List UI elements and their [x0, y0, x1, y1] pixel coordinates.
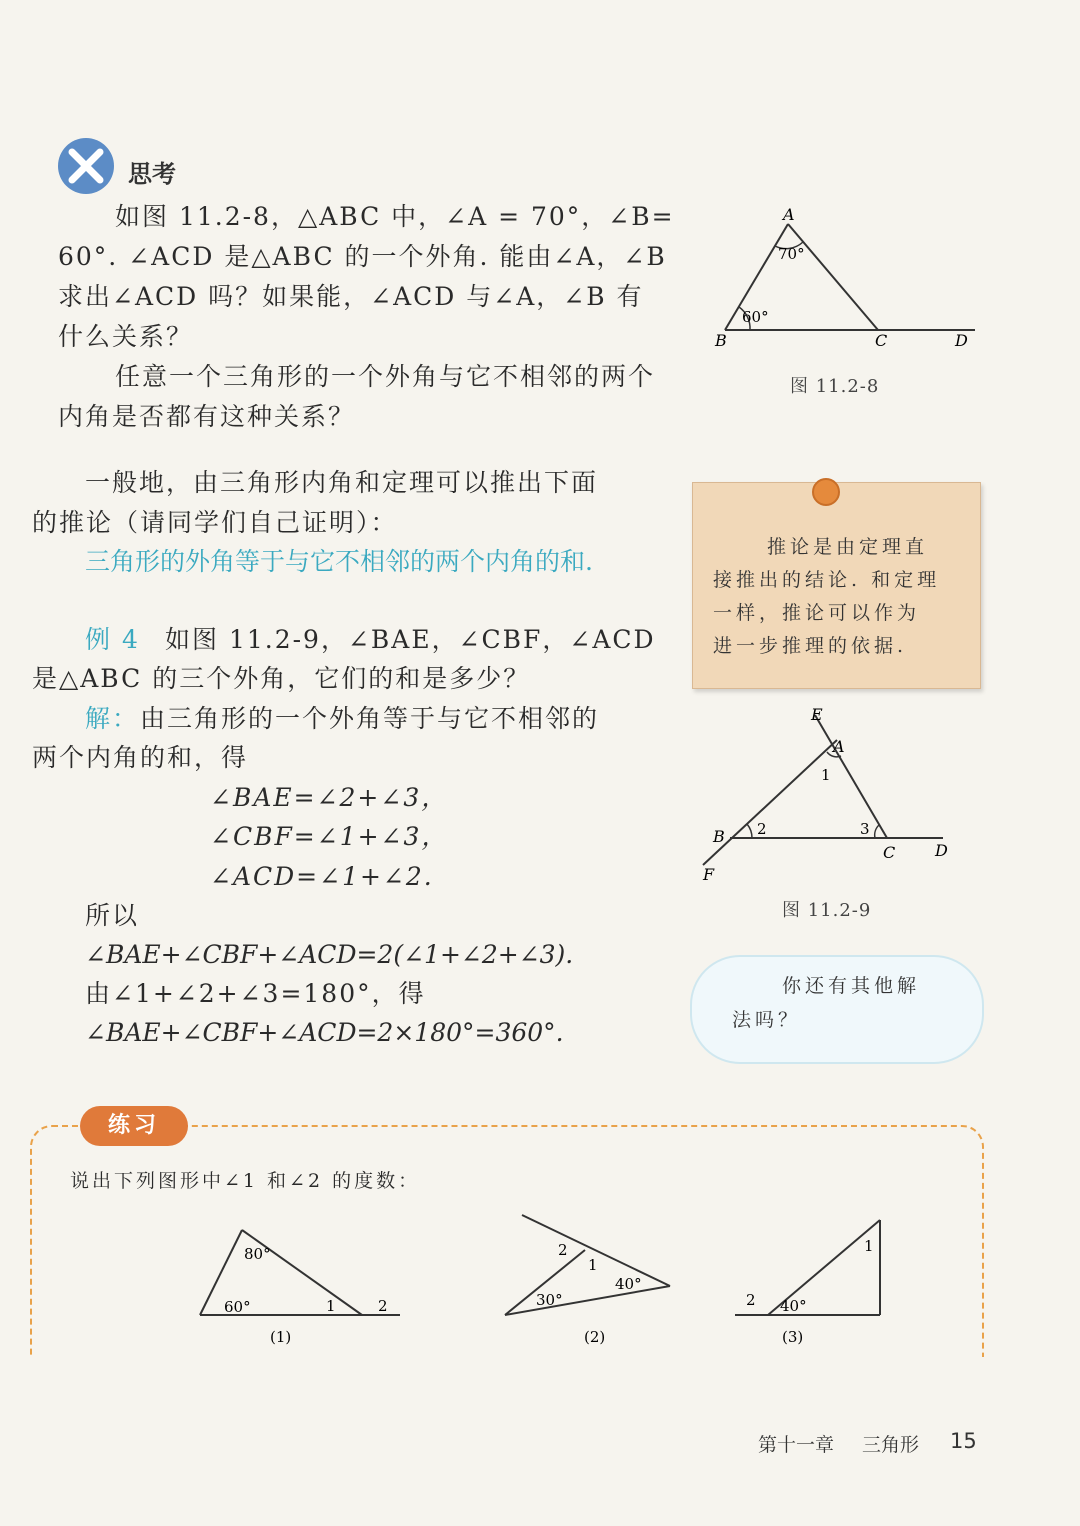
example-question-2: 是△ABC 的三个外角，它们的和是多少？ [32, 664, 531, 693]
exercise-figure-3 [730, 1215, 890, 1345]
equation-2: ∠CBF=∠1+∠3， [210, 822, 449, 851]
solution-label: 解： [85, 704, 140, 733]
ex3-angle-2: 2 [746, 1291, 756, 1309]
think-line-4: 什么关系？ [58, 322, 194, 351]
ex1-angle-1: 1 [326, 1297, 336, 1315]
fig9-label-a: A [833, 737, 845, 756]
exercise-label: 练习 [80, 1106, 188, 1146]
footer-title: 三角形 [862, 1434, 920, 1456]
page-number: 15 [950, 1429, 977, 1453]
equation-1: ∠BAE=∠2+∠3， [210, 783, 449, 812]
ex1-angle-a: 80° [244, 1245, 271, 1263]
ex2-angle-a: 40° [615, 1275, 642, 1293]
equation-3: ∠ACD=∠1+∠2. [210, 862, 434, 891]
think-line-2: 60°. ∠ACD 是△ABC 的一个外角. 能由∠A，∠B [58, 242, 667, 271]
think-title: 思考 [128, 160, 176, 188]
fig9-label-d: D [935, 841, 948, 860]
think-icon [58, 138, 114, 194]
example-question-1: 如图 11.2-9，∠BAE，∠CBF，∠ACD [165, 625, 656, 654]
exercise-figure-1 [190, 1225, 410, 1345]
result-line-2: 由∠1+∠2+∠3=180°，得 [85, 979, 426, 1008]
think-line-1: 如图 11.2-8，△ABC 中，∠A = 70°，∠B= [115, 202, 675, 231]
fig8-label-d: D [955, 331, 968, 350]
ex3-angle-1: 1 [864, 1237, 874, 1255]
fig8-label-c: C [875, 331, 888, 350]
ex2-angle-b: 30° [536, 1291, 563, 1309]
exercise-question: 说出下列图形中∠1 和∠2 的度数： [70, 1170, 421, 1192]
hint-cloud [690, 955, 984, 1064]
ex1-angle-2: 2 [378, 1297, 388, 1315]
footer-chapter: 第十一章 [758, 1434, 835, 1456]
ex1-caption: (1) [270, 1328, 292, 1345]
note-line-1: 推论是由定理直 [767, 536, 929, 558]
example-label: 例 4 [85, 625, 140, 654]
fig9-angle-2: 2 [757, 820, 767, 838]
fig9-angle-1: 1 [821, 766, 831, 784]
fig8-angle-a: 70° [778, 245, 805, 263]
solution-line-1: 由三角形的一个外角等于与它不相邻的 [140, 704, 600, 733]
corollary-line-2: 的推论（请同学们自己证明）： [32, 508, 398, 537]
note-line-2: 接推出的结论. 和定理 [713, 569, 941, 591]
fig9-label-b: B [713, 827, 725, 846]
think-line-6: 内角是否都有这种关系？ [58, 402, 356, 431]
ex1-angle-b: 60° [224, 1298, 251, 1316]
cloud-line-2: 法吗？ [732, 1009, 802, 1031]
think-line-3: 求出∠ACD 吗？如果能，∠ACD 与∠A，∠B 有 [58, 282, 644, 311]
figure-11-2-9-caption: 图 11.2-9 [782, 900, 872, 921]
ex2-caption: (2) [584, 1328, 606, 1345]
fig8-angle-b: 60° [742, 308, 769, 326]
exercise-figure-2 [500, 1210, 680, 1345]
note-card [692, 482, 981, 689]
ex3-caption: (3) [782, 1328, 804, 1345]
corollary-statement: 三角形的外角等于与它不相邻的两个内角的和. [85, 547, 593, 576]
note-line-3: 一样，推论可以作为 [713, 602, 921, 624]
result-line-3: ∠BAE+∠CBF+∠ACD=2×180°=360°. [85, 1018, 564, 1047]
fig9-label-e: E [811, 705, 823, 724]
figure-11-2-9 [695, 700, 975, 890]
think-line-5: 任意一个三角形的一个外角与它不相邻的两个 [115, 362, 656, 391]
fig9-label-c: C [883, 843, 896, 862]
ex2-angle-2: 2 [558, 1241, 568, 1259]
fig8-label-b: B [715, 331, 727, 350]
fig8-label-a: A [783, 205, 795, 224]
figure-11-2-8 [700, 200, 990, 360]
solution-line-2: 两个内角的和，得 [32, 743, 249, 772]
ex2-angle-1: 1 [588, 1256, 598, 1274]
corollary-line-1: 一般地，由三角形内角和定理可以推出下面 [85, 468, 599, 497]
pin-icon [812, 478, 840, 506]
so-text: 所以 [85, 901, 140, 930]
ex3-angle-a: 40° [780, 1297, 807, 1315]
result-line-1: ∠BAE+∠CBF+∠ACD=2(∠1+∠2+∠3). [85, 940, 574, 969]
cloud-line-1: 你还有其他解 [782, 975, 921, 997]
figure-11-2-8-caption: 图 11.2-8 [790, 376, 880, 397]
note-line-4: 进一步推理的依据. [713, 635, 908, 657]
fig9-label-f: F [703, 865, 715, 884]
fig9-angle-3: 3 [860, 820, 870, 838]
